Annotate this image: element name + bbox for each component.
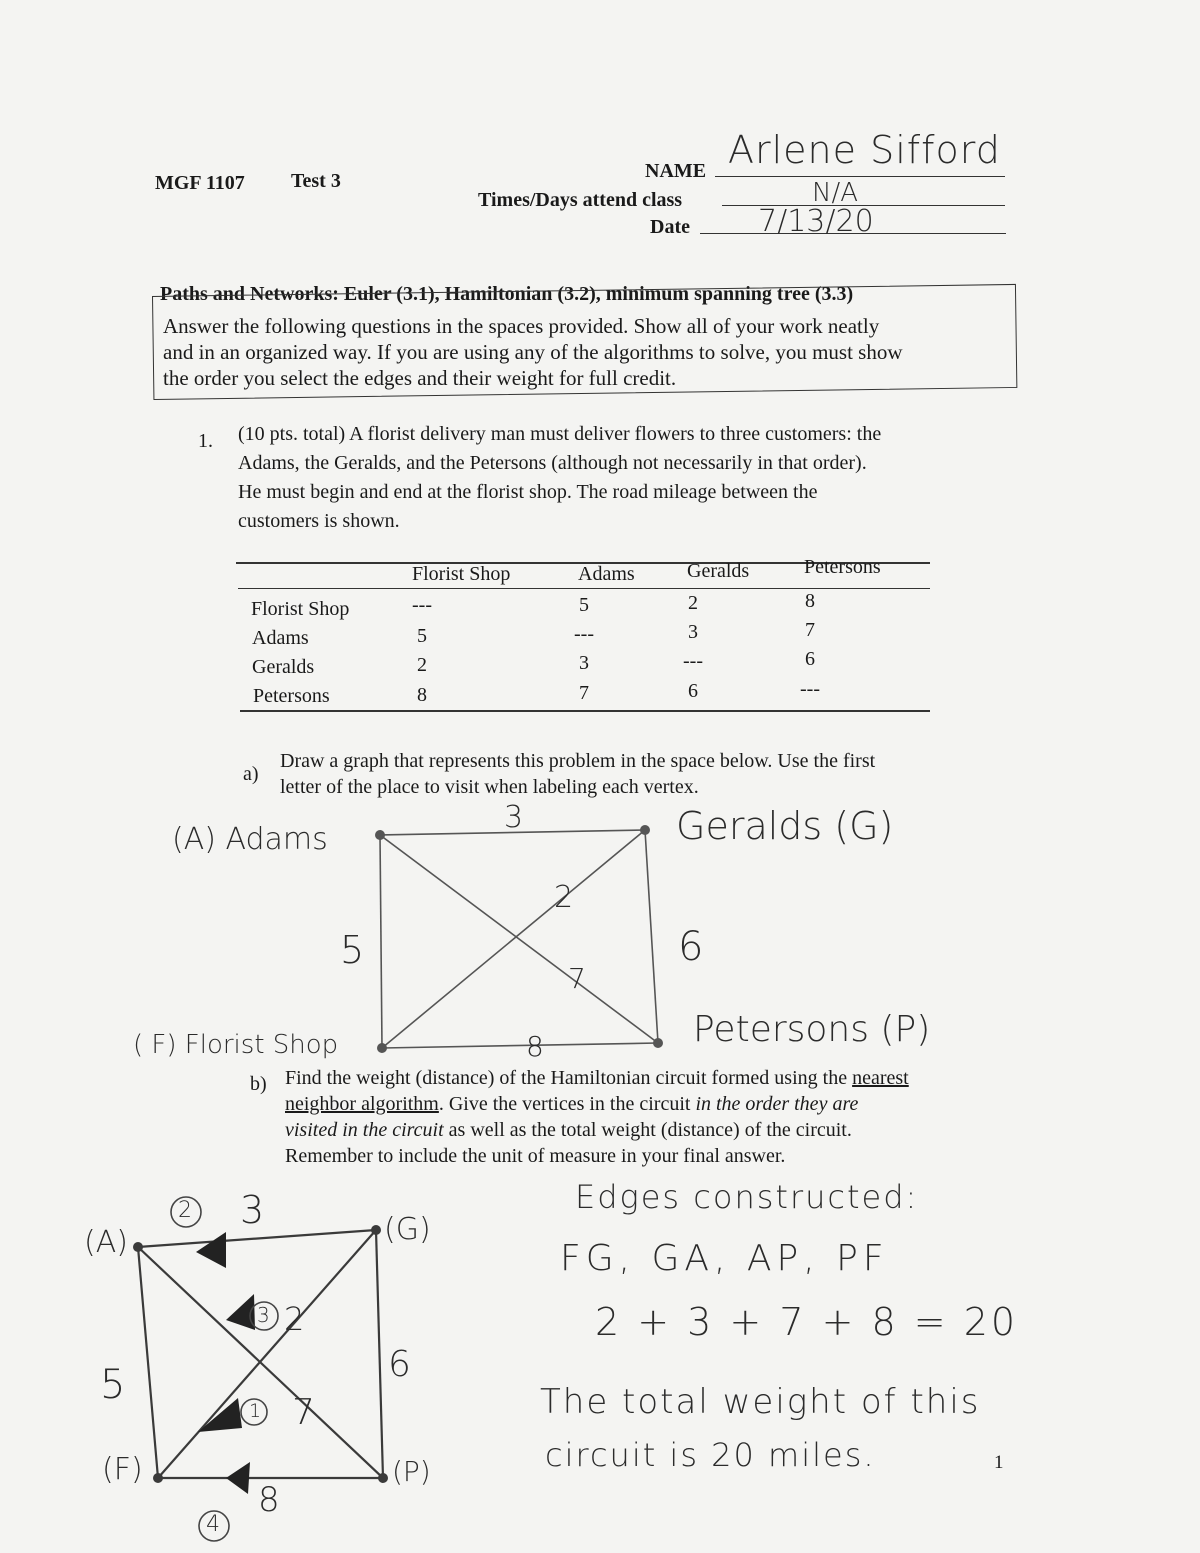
table-row-label: Geralds (252, 656, 315, 678)
vertex-label-p: (P) (392, 1455, 431, 1488)
edge-weight-gp: 6 (678, 924, 704, 970)
table-cell: 6 (688, 680, 698, 702)
graph-b-edges (138, 1230, 383, 1478)
section-title: Paths and Networks: Euler (3.1), Hamiltonian (3.2), minimum spanning tree (3.3) (160, 283, 854, 305)
table-cell: 6 (805, 648, 815, 670)
edge-weight-fp: 8 (258, 1480, 280, 1520)
edge-weight-ap: 7 (568, 962, 586, 995)
edge-af (138, 1247, 158, 1478)
table-cell: 8 (417, 684, 427, 706)
question-line: He must begin and end at the florist shop. The road mileage between the (238, 481, 818, 503)
edge-ag (138, 1230, 376, 1247)
answer-sum: 2 + 3 + 7 + 8 = 20 (595, 1300, 1019, 1344)
table-cell: --- (412, 594, 432, 616)
vertex-p (378, 1473, 388, 1483)
part-b-text-run: Find the weight (distance) of the Hamiltonian circuit formed using the (285, 1067, 853, 1089)
question-line: Adams, the Geralds, and the Petersons (although not necessarily in that order). (238, 452, 867, 474)
vertex-label-f: (F) (102, 1452, 143, 1487)
edge-weight-af: 5 (340, 928, 365, 972)
page-number: 1 (994, 1452, 1004, 1473)
vertex-g (371, 1225, 381, 1235)
table-cell: 8 (805, 590, 815, 612)
table-cell: --- (574, 623, 594, 645)
edge-weight-ag: 3 (240, 1188, 265, 1232)
vertex-label-g: (G) (384, 1212, 431, 1247)
answer-conclusion-line: The total weight of this (540, 1382, 981, 1422)
edge-weight-fg: 2 (284, 1300, 305, 1338)
answer-conclusion-line: circuit is 20 miles. (545, 1436, 876, 1474)
part-a-label: a) (243, 763, 259, 785)
table-cell: 5 (579, 594, 589, 616)
vertex-label-petersons: Petersons (P) (693, 1009, 931, 1050)
arrow-fg-icon (198, 1398, 242, 1432)
part-b-line: Remember to include the unit of measure in your final answer. (285, 1145, 786, 1167)
instructions-line: the order you select the edges and their weight for full credit. (163, 366, 677, 390)
edge-weight-ag: 3 (504, 800, 524, 835)
table-cell: 2 (688, 592, 698, 614)
table-cell: 7 (579, 682, 589, 704)
edge-gp (376, 1230, 383, 1478)
part-b-text-run: visited in the circuit (285, 1119, 444, 1141)
graph-b-arrows (196, 1232, 255, 1494)
times-value: N/A (812, 178, 858, 208)
part-b-text-run: nearest (852, 1067, 909, 1089)
table-col-header: Adams (578, 563, 635, 585)
date-value: 7/13/20 (758, 204, 874, 239)
table-cell: 3 (579, 652, 589, 674)
vertex-a (133, 1242, 143, 1252)
edge-weight-af: 5 (100, 1362, 126, 1408)
part-a-line: letter of the place to visit when labeling each vertex. (280, 776, 699, 798)
graph-b-vertices (133, 1225, 388, 1483)
answer-edges-heading: Edges constructed: (575, 1178, 919, 1216)
table-col-header: Petersons (804, 556, 881, 578)
table-row-label: Petersons (253, 685, 330, 707)
part-b-text-run: . Give the vertices in the circuit (438, 1093, 696, 1115)
table-row-label: Florist Shop (251, 598, 350, 620)
order-mark: 2 (178, 1198, 192, 1223)
arrow-pf-icon (226, 1462, 250, 1494)
table-cell: 7 (805, 619, 815, 641)
table-row-label: Adams (252, 627, 309, 649)
edge-weight-fp: 8 (526, 1030, 544, 1063)
question-line: customers is shown. (238, 510, 400, 532)
instructions-line: and in an organized way. If you are using any of the algorithms to solve, you must show (163, 340, 903, 364)
vertex-label-florist: ( F) Florist Shop (133, 1030, 339, 1060)
order-mark: 3 (257, 1303, 270, 1327)
vertex-label-a: (A) (84, 1225, 128, 1260)
part-a-line: Draw a graph that represents this problem in the space below. Use the first (280, 750, 876, 772)
student-name: Arlene Sifford (728, 128, 1001, 172)
edge-weight-fg: 2 (554, 880, 574, 915)
question-line: (10 pts. total) A florist delivery man must deliver flowers to three customers: the (238, 423, 882, 445)
answer-edges: FG, GA, AP, PF (560, 1238, 889, 1279)
arrow-ga-icon (196, 1232, 226, 1268)
part-b-text-run: in the order they are (695, 1093, 859, 1115)
times-label: Times/Days attend class (478, 189, 683, 211)
table-cell: --- (800, 678, 820, 700)
table-cell: 2 (417, 654, 427, 676)
vertex-label-adams: (A) Adams (172, 822, 328, 857)
order-mark: 1 (249, 1400, 262, 1422)
table-cell: 5 (417, 625, 427, 647)
test-label: Test 3 (291, 170, 341, 192)
edge-weight-ap: 7 (292, 1392, 315, 1433)
vertex-label-geralds: Geralds (G) (676, 804, 894, 848)
question-number: 1. (198, 430, 213, 452)
edge-weight-gp: 6 (388, 1344, 411, 1385)
table-col-header: Geralds (687, 560, 750, 582)
instructions-line: Answer the following questions in the spaces provided. Show all of your work neatly (163, 314, 880, 338)
part-b-text-run: neighbor algorithm (285, 1093, 439, 1115)
table-col-header: Florist Shop (412, 563, 511, 585)
vertex-f (153, 1473, 163, 1483)
table-cell: --- (683, 650, 703, 672)
date-label: Date (650, 216, 690, 238)
part-b-label: b) (250, 1073, 267, 1095)
part-b-text-run: as well as the total weight (distance) of the circuit. (443, 1119, 852, 1141)
order-mark: 4 (206, 1512, 220, 1537)
name-label: NAME (645, 160, 707, 182)
course-code: MGF 1107 (155, 172, 245, 194)
table-cell: 3 (688, 621, 698, 643)
